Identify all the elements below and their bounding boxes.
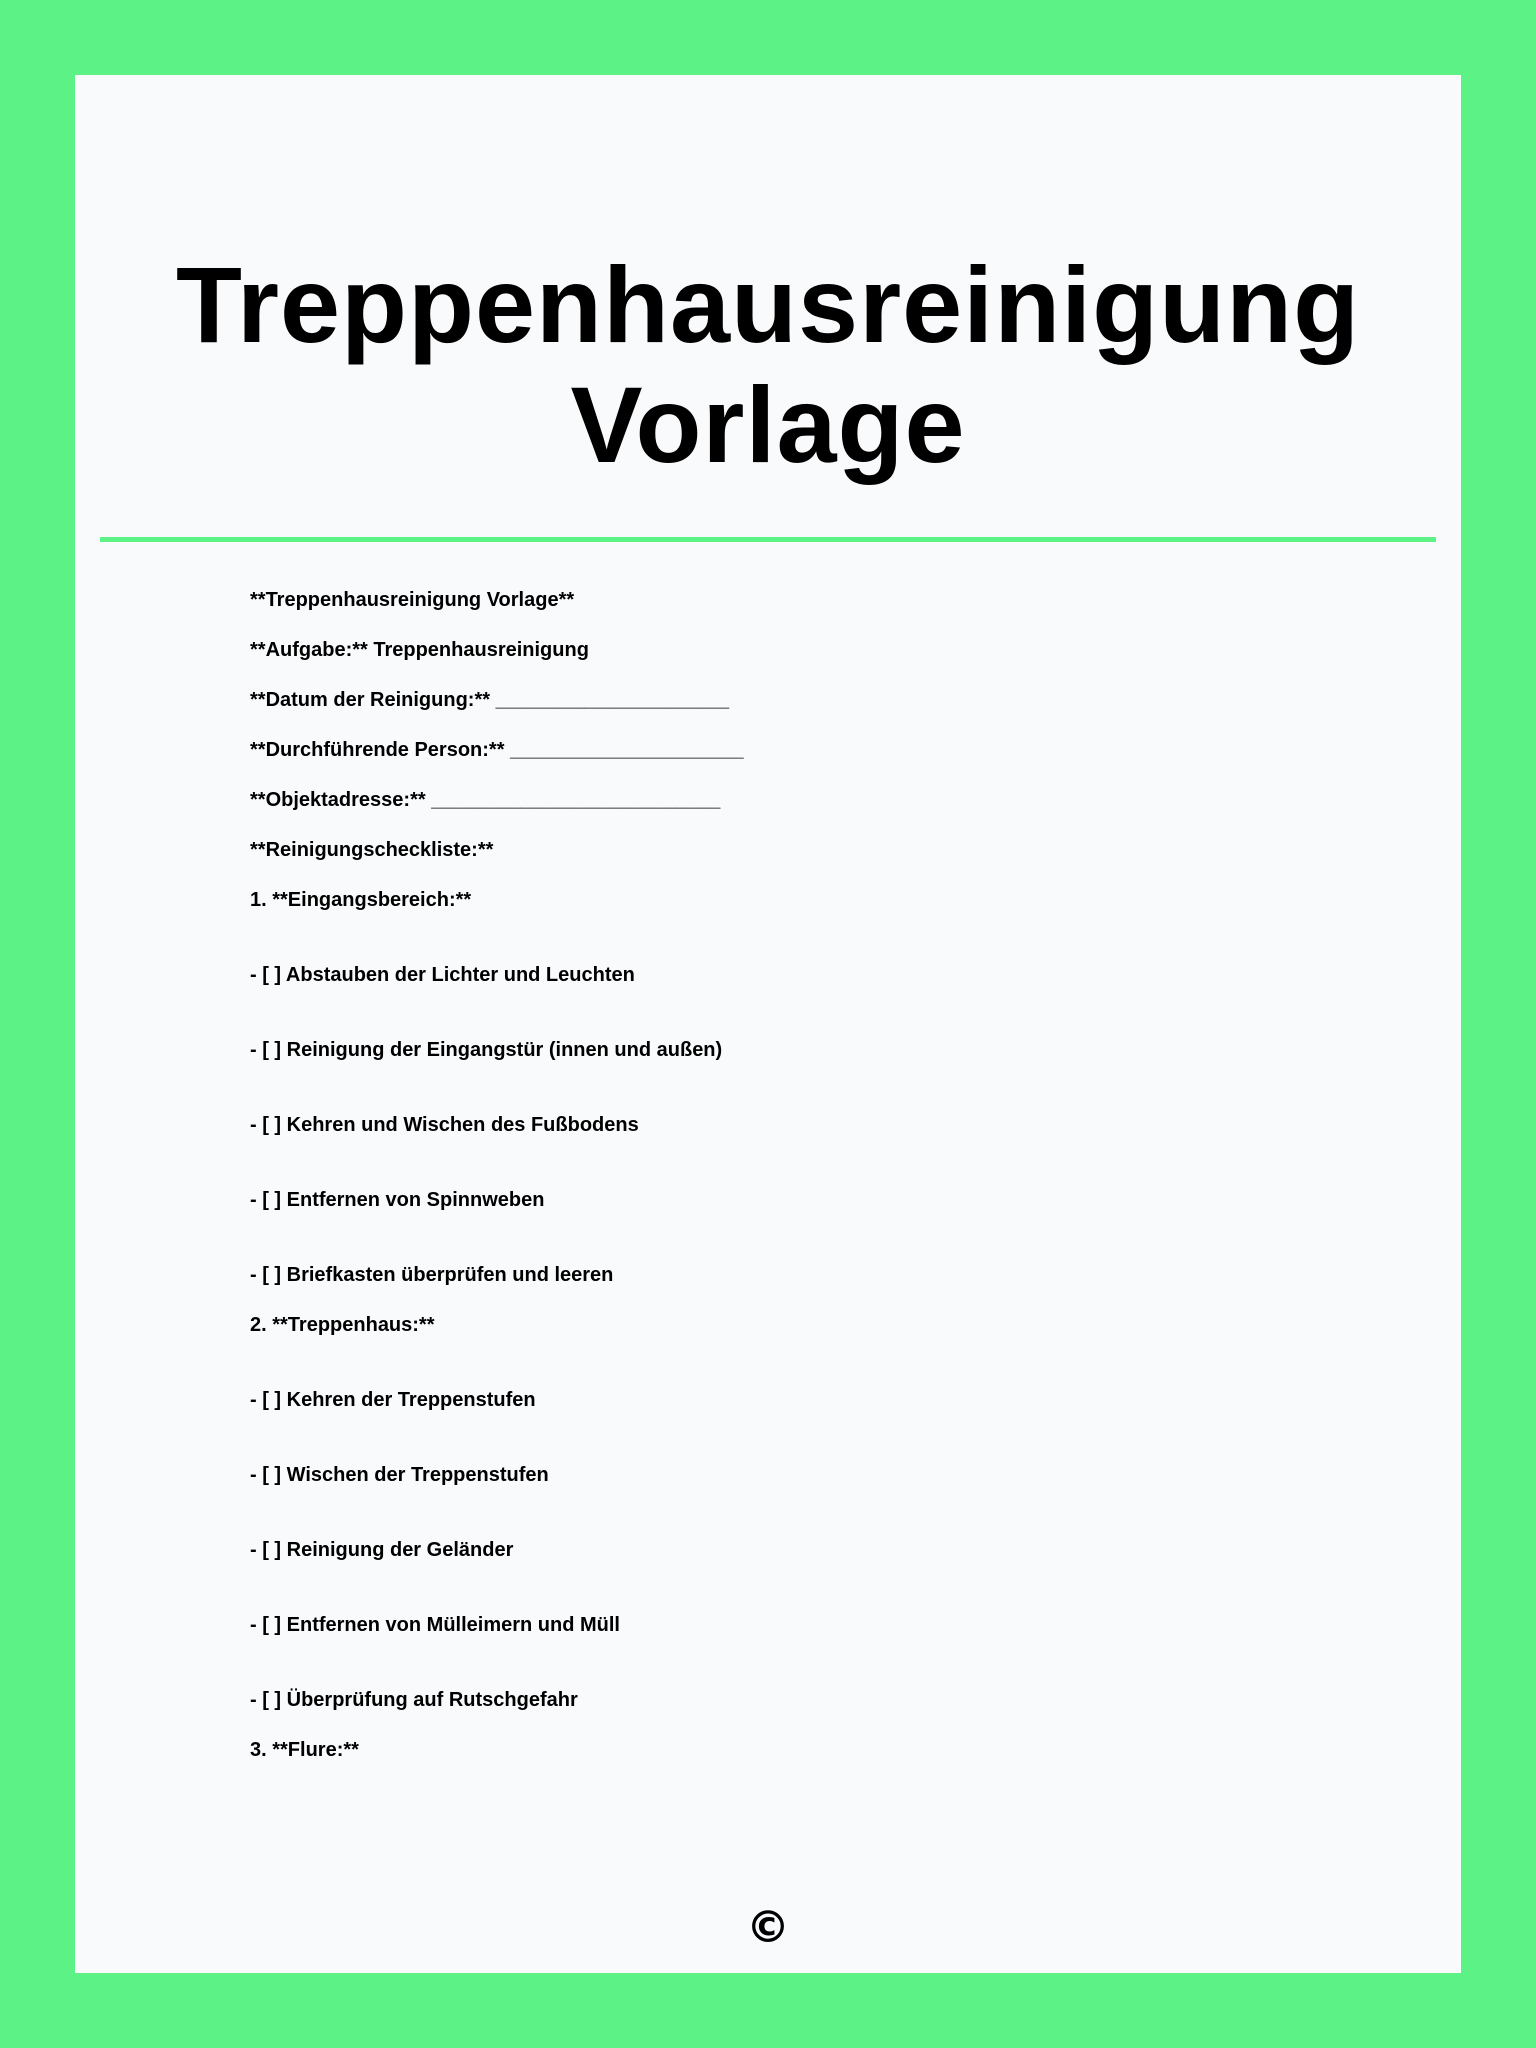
- title-line-1: Treppenhausreinigung: [175, 244, 1361, 365]
- checklist-item: - [ ] Reinigung der Eingangstür (innen und außen): [250, 1039, 723, 1061]
- checklist-item: - [ ] Entfernen von Mülleimern und Müll: [250, 1614, 620, 1636]
- section-heading-treppenhaus: 2. **Treppenhaus:**: [250, 1314, 435, 1336]
- title-divider: [100, 537, 1436, 542]
- checklist-item: - [ ] Wischen der Treppenstufen: [250, 1464, 549, 1486]
- section-heading-eingangsbereich: 1. **Eingangsbereich:**: [250, 889, 472, 911]
- checklist-item: - [ ] Reinigung der Geländer: [250, 1539, 514, 1561]
- page-title: [75, 245, 1461, 485]
- copyright-icon: ©: [746, 1902, 790, 1953]
- task-line: **Aufgabe:** Treppenhausreinigung: [250, 639, 589, 661]
- checklist-item: - [ ] Entfernen von Spinnweben: [250, 1189, 545, 1211]
- title-line-2: Vorlage: [570, 364, 966, 485]
- checklist-item: - [ ] Abstauben der Lichter und Leuchten: [250, 964, 635, 986]
- checklist-item: - [ ] Überprüfung auf Rutschgefahr: [250, 1689, 578, 1711]
- checklist-item: - [ ] Briefkasten überprüfen und leeren: [250, 1264, 614, 1286]
- person-field-line: **Durchführende Person:** _____________________: [250, 739, 744, 761]
- date-field-line: **Datum der Reinigung:** _____________________: [250, 689, 730, 711]
- checklist-item: - [ ] Kehren der Treppenstufen: [250, 1389, 536, 1411]
- body-heading: **Treppenhausreinigung Vorlage**: [250, 589, 575, 611]
- section-heading-flure: 3. **Flure:**: [250, 1739, 359, 1761]
- address-field-line: **Objektadresse:** __________________________: [250, 789, 721, 811]
- checklist-heading: **Reinigungscheckliste:**: [250, 839, 494, 861]
- document-page: [75, 75, 1461, 1973]
- checklist-item: - [ ] Kehren und Wischen des Fußbodens: [250, 1114, 639, 1136]
